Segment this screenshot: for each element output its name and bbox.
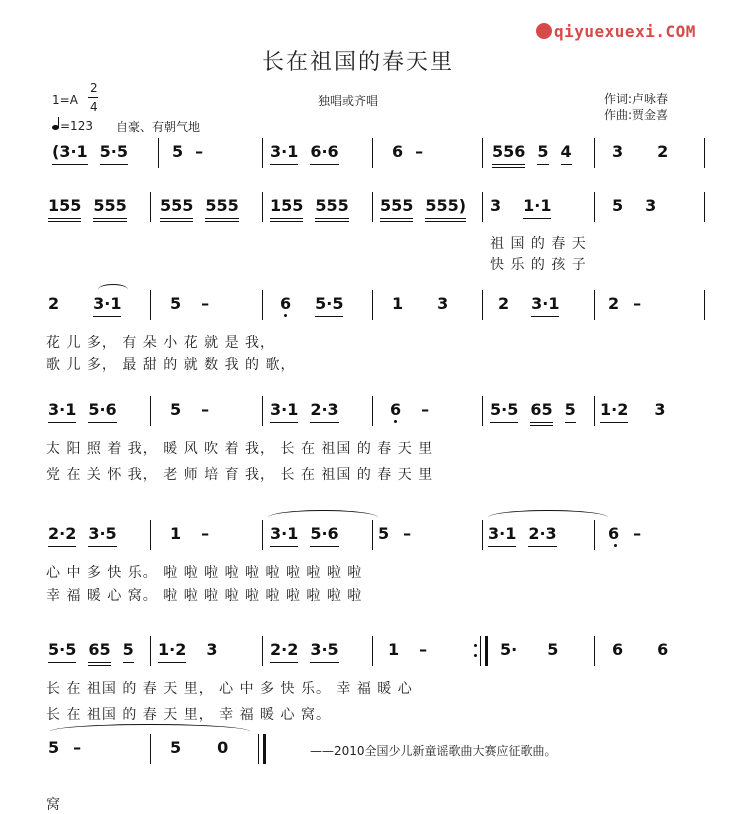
barline bbox=[594, 520, 595, 550]
measure bbox=[380, 196, 478, 218]
quarter-note-icon bbox=[52, 118, 60, 130]
note-group: 3·1 bbox=[270, 142, 298, 167]
note-group: 5·6 bbox=[310, 524, 338, 549]
note-group: 5 bbox=[123, 640, 134, 665]
measure bbox=[48, 196, 139, 218]
note-group: 556 bbox=[492, 142, 525, 167]
barline bbox=[150, 396, 151, 426]
composer-credit: 作曲:贾金喜 bbox=[604, 108, 669, 122]
measure bbox=[390, 400, 441, 422]
barline bbox=[150, 520, 151, 550]
note-group: 2·3 bbox=[528, 524, 556, 549]
key-signature: 1=A bbox=[52, 93, 78, 107]
note-group: 1·2 bbox=[600, 400, 628, 425]
measure bbox=[500, 640, 570, 662]
time-signature-line bbox=[88, 97, 98, 98]
barline bbox=[262, 290, 263, 320]
expression-marking: 自豪、有朝气地 bbox=[116, 120, 201, 134]
note-group: 5·5 bbox=[48, 640, 76, 665]
note: 5 bbox=[170, 738, 182, 757]
note: 2 bbox=[657, 142, 669, 161]
time-signature-bottom: 4 bbox=[90, 100, 98, 114]
score-row-3 bbox=[0, 290, 745, 330]
note-group: 155 bbox=[48, 196, 81, 221]
note-group: 1·1 bbox=[523, 196, 551, 221]
note: 1 bbox=[170, 524, 182, 543]
measure bbox=[160, 196, 251, 218]
measure bbox=[270, 640, 351, 662]
measure bbox=[608, 294, 653, 316]
measure bbox=[388, 640, 439, 662]
barline bbox=[372, 636, 373, 666]
note: 1 bbox=[392, 294, 404, 313]
barline bbox=[594, 396, 595, 426]
lyric-line-1: 心 中 多 快 乐。 啦 啦 啦 啦 啦 啦 啦 啦 啦 啦 bbox=[46, 565, 363, 581]
lyric-line-2: 长 在 祖国 的 春 天 里， 幸 福 暖 心 窝。 bbox=[46, 707, 331, 723]
lyric-line-1: 长 在 祖国 的 春 天 里， 心 中 多 快 乐。 幸 福 暖 心 bbox=[46, 681, 413, 697]
barline bbox=[150, 636, 151, 666]
lyric-line-2: 党 在 关 怀 我， 老 师 培 育 我， 长 在 祖国 的 春 天 里 bbox=[46, 467, 434, 483]
note: 6 bbox=[612, 640, 624, 659]
note-group: 5·6 bbox=[88, 400, 116, 425]
measure bbox=[612, 640, 680, 662]
tempo-marking: =123 bbox=[52, 118, 93, 133]
measure bbox=[270, 524, 351, 546]
note: 6 bbox=[608, 524, 620, 543]
time-signature-top: 2 bbox=[90, 81, 98, 95]
low-octave-dot bbox=[394, 420, 397, 423]
footnote: ——2010全国少儿新童谣歌曲大赛应征歌曲。 bbox=[310, 744, 557, 758]
lyric-line-1: 太 阳 照 着 我， 暖 风 吹 着 我， 长 在 祖国 的 春 天 里 bbox=[46, 441, 434, 457]
note-group: 5 bbox=[565, 400, 576, 425]
note-group: 5·5 bbox=[315, 294, 343, 319]
score-row-5 bbox=[0, 520, 745, 560]
note-group: 3·1 bbox=[270, 400, 298, 425]
measure bbox=[280, 294, 355, 316]
barline bbox=[482, 192, 483, 222]
note: 5 bbox=[378, 524, 390, 543]
barline bbox=[372, 290, 373, 320]
note-group: 2·2 bbox=[270, 640, 298, 665]
barline bbox=[482, 520, 483, 550]
measure bbox=[270, 196, 361, 218]
note: 3 bbox=[437, 294, 449, 313]
note: 2 bbox=[48, 294, 60, 313]
barline bbox=[158, 138, 159, 168]
score-row-7 bbox=[0, 734, 745, 774]
measure bbox=[492, 142, 584, 164]
performance-note: 独唱或齐唱 bbox=[318, 94, 379, 108]
score-row-2 bbox=[0, 192, 745, 232]
note-group: 555 bbox=[93, 196, 126, 221]
note: 6 bbox=[280, 294, 292, 313]
measure bbox=[170, 294, 221, 316]
measure bbox=[48, 640, 146, 662]
barline bbox=[262, 520, 263, 550]
barline bbox=[150, 192, 151, 222]
note-group: (3·1 bbox=[52, 142, 88, 167]
barline bbox=[704, 192, 705, 222]
final-barline bbox=[258, 734, 266, 764]
measure bbox=[490, 196, 563, 218]
note: 5 bbox=[612, 196, 624, 215]
measure bbox=[608, 524, 653, 546]
lyricist-credit: 作词:卢咏春 bbox=[604, 92, 669, 106]
measure bbox=[172, 142, 215, 164]
measure bbox=[170, 738, 240, 760]
note-group: 3·1 bbox=[270, 524, 298, 549]
dash: – bbox=[415, 142, 424, 161]
measure bbox=[488, 524, 569, 546]
measure bbox=[490, 400, 588, 422]
repeat-dot bbox=[474, 644, 477, 647]
note-group: 3·1 bbox=[93, 294, 121, 319]
measure bbox=[270, 400, 351, 422]
note: 2 bbox=[608, 294, 620, 313]
measure bbox=[270, 142, 351, 164]
dash: – bbox=[421, 400, 430, 419]
note-group: 2·3 bbox=[310, 400, 338, 425]
barline bbox=[150, 290, 151, 320]
barline bbox=[262, 138, 263, 168]
lyric-line-1: 窝 bbox=[46, 797, 61, 813]
barline bbox=[372, 138, 373, 168]
note-group: 5·5 bbox=[490, 400, 518, 425]
barline bbox=[262, 192, 263, 222]
note: 5· bbox=[500, 640, 518, 659]
barline bbox=[594, 636, 595, 666]
barline bbox=[482, 290, 483, 320]
note: 3 bbox=[490, 196, 502, 215]
score-row-1 bbox=[0, 138, 745, 178]
dash: – bbox=[201, 294, 210, 313]
note: 5 bbox=[547, 640, 559, 659]
measure bbox=[600, 400, 677, 422]
measure bbox=[612, 196, 668, 218]
note-group: 555) bbox=[425, 196, 466, 221]
measure bbox=[48, 400, 129, 422]
slur bbox=[268, 510, 378, 525]
dash: – bbox=[633, 294, 642, 313]
barline bbox=[150, 734, 151, 764]
barline bbox=[482, 396, 483, 426]
note-group: 3·5 bbox=[310, 640, 338, 665]
measure bbox=[48, 524, 129, 546]
lyric-line-2: 幸 福 暖 心 窝。 啦 啦 啦 啦 啦 啦 啦 啦 啦 啦 bbox=[46, 588, 363, 604]
rest: 0 bbox=[217, 738, 229, 757]
note-group: 3·1 bbox=[48, 400, 76, 425]
measure bbox=[612, 142, 680, 164]
barline bbox=[372, 192, 373, 222]
note-group: 5 bbox=[537, 142, 548, 167]
note-group: 2·2 bbox=[48, 524, 76, 549]
dash: – bbox=[419, 640, 428, 659]
note-group: 6·6 bbox=[310, 142, 338, 167]
barline bbox=[372, 396, 373, 426]
measure bbox=[170, 524, 221, 546]
note-group: 3·5 bbox=[88, 524, 116, 549]
note-group: 155 bbox=[270, 196, 303, 221]
low-octave-dot bbox=[614, 544, 617, 547]
measure bbox=[392, 294, 460, 316]
dash: – bbox=[195, 142, 204, 161]
dash: – bbox=[73, 738, 82, 757]
barline bbox=[704, 290, 705, 320]
note-group: 65 bbox=[88, 640, 110, 665]
barline bbox=[372, 520, 373, 550]
note-group: 65 bbox=[530, 400, 552, 425]
slur bbox=[488, 510, 608, 525]
dash: – bbox=[633, 524, 642, 543]
note-group: 555 bbox=[205, 196, 238, 221]
repeat-barline bbox=[480, 636, 488, 666]
measure bbox=[158, 640, 229, 662]
barline bbox=[262, 636, 263, 666]
watermark-logo-icon bbox=[536, 23, 552, 39]
lyric-line-2: 快 乐 的 孩 子 bbox=[490, 257, 587, 273]
note: 5 bbox=[48, 738, 60, 757]
note: 5 bbox=[170, 294, 182, 313]
lyric-line-1: 祖 国 的 春 天 bbox=[490, 236, 587, 252]
site-watermark: qiyuexuexi.COM bbox=[536, 22, 696, 41]
note-group: 5·5 bbox=[100, 142, 128, 167]
note: 1 bbox=[388, 640, 400, 659]
song-title: 长在祖国的春天里 bbox=[262, 50, 455, 75]
repeat-dot bbox=[474, 654, 477, 657]
note-group: 1·2 bbox=[158, 640, 186, 665]
barline bbox=[704, 138, 705, 168]
barline bbox=[594, 138, 595, 168]
note-group: 555 bbox=[160, 196, 193, 221]
note: 2 bbox=[498, 294, 510, 313]
barline bbox=[482, 138, 483, 168]
measure bbox=[378, 524, 423, 546]
note: 5 bbox=[170, 400, 182, 419]
note: 6 bbox=[390, 400, 402, 419]
note: 3 bbox=[206, 640, 218, 659]
note-group: 3·1 bbox=[531, 294, 559, 319]
note-group: 3·1 bbox=[488, 524, 516, 549]
note-group: 555 bbox=[315, 196, 348, 221]
barline bbox=[594, 290, 595, 320]
measure bbox=[48, 738, 93, 760]
note-group: 555 bbox=[380, 196, 413, 221]
note: 3 bbox=[645, 196, 657, 215]
dash: – bbox=[201, 524, 210, 543]
barline bbox=[262, 396, 263, 426]
lyric-line-1: 花 儿 多， 有 朵 小 花 就 是 我， bbox=[46, 335, 276, 351]
score-row-4 bbox=[0, 396, 745, 436]
measure bbox=[392, 142, 435, 164]
measure bbox=[52, 142, 140, 164]
measure bbox=[498, 294, 571, 316]
note: 3 bbox=[654, 400, 666, 419]
note-group: 4 bbox=[561, 142, 572, 167]
note: 5 bbox=[172, 142, 184, 161]
lyric-line-2: 歌 儿 多， 最 甜 的 就 数 我 的 歌， bbox=[46, 357, 296, 373]
dash: – bbox=[403, 524, 412, 543]
note: 6 bbox=[657, 640, 669, 659]
dash: – bbox=[201, 400, 210, 419]
measure bbox=[170, 400, 221, 422]
low-octave-dot bbox=[284, 314, 287, 317]
note: 6 bbox=[392, 142, 404, 161]
barline bbox=[594, 192, 595, 222]
score-row-6 bbox=[0, 636, 745, 676]
note: 3 bbox=[612, 142, 624, 161]
measure bbox=[48, 294, 133, 316]
